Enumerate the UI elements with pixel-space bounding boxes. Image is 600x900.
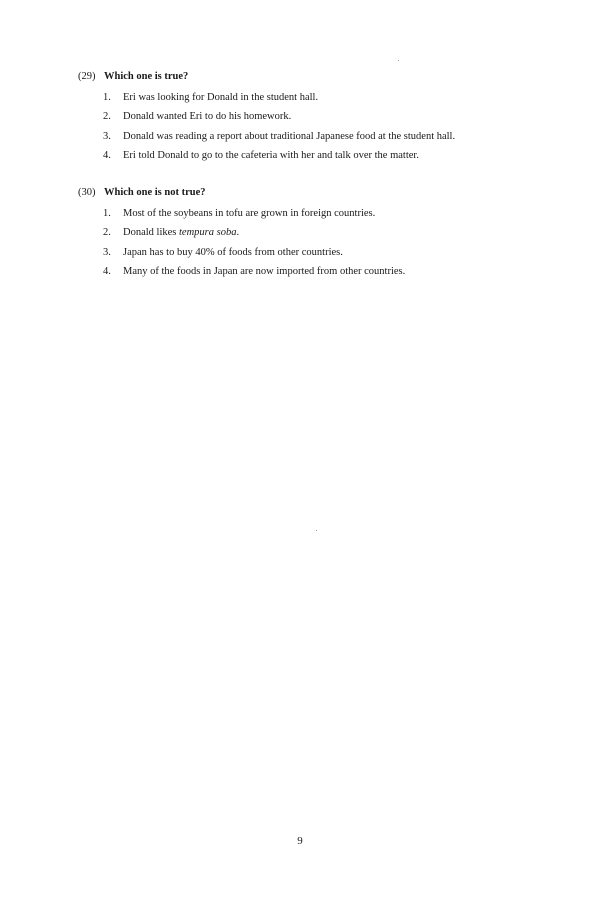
answer-option-2 <box>78 110 455 129</box>
option-number: 2. <box>103 227 111 239</box>
question-number: (30) <box>78 187 96 198</box>
option-number: 1. <box>103 92 111 103</box>
question-30 <box>78 186 405 284</box>
option-number: 3. <box>103 246 111 258</box>
question-prompt: Which one is not true? <box>104 187 206 198</box>
answer-option-1 <box>78 207 405 226</box>
answer-option-3 <box>78 130 455 149</box>
option-text: Many of the foods in Japan are now imported from other countries. <box>123 265 406 277</box>
scan-speck <box>398 60 399 61</box>
option-text: Japan has to buy 40% of foods from other countries. <box>123 246 343 258</box>
option-text: Donald wanted Eri to do his homework. <box>123 111 292 123</box>
option-number: 2. <box>103 111 111 123</box>
option-text-before: Donald likes <box>123 227 179 239</box>
answer-options <box>78 207 405 284</box>
scan-speck <box>316 530 317 531</box>
question-header <box>78 70 455 84</box>
option-text: Most of the soybeans in tofu are grown in foreign countries. <box>123 208 376 219</box>
option-number: 4. <box>103 149 111 161</box>
question-number: (29) <box>78 71 96 82</box>
answer-options <box>78 91 455 168</box>
question-prompt: Which one is true? <box>104 71 189 82</box>
option-text: Eri told Donald to go to the cafeteria with her and talk over the matter. <box>123 149 419 161</box>
answer-option-2 <box>78 226 405 245</box>
question-29 <box>78 70 455 168</box>
option-text <box>123 226 239 240</box>
question-header <box>78 186 405 200</box>
option-text: Donald was reading a report about traditional Japanese food at the student hall. <box>123 130 456 142</box>
answer-option-1 <box>78 91 455 110</box>
option-number: 1. <box>103 208 111 219</box>
option-text-after: . <box>236 227 240 239</box>
option-text: Eri was looking for Donald in the student hall. <box>123 92 319 103</box>
answer-option-4 <box>78 265 405 284</box>
answer-option-3 <box>78 246 405 265</box>
option-text-italic: tempura soba <box>179 227 237 239</box>
page-number: 9 <box>297 835 303 847</box>
answer-option-4 <box>78 149 455 168</box>
option-number: 3. <box>103 130 111 142</box>
option-number: 4. <box>103 265 111 277</box>
